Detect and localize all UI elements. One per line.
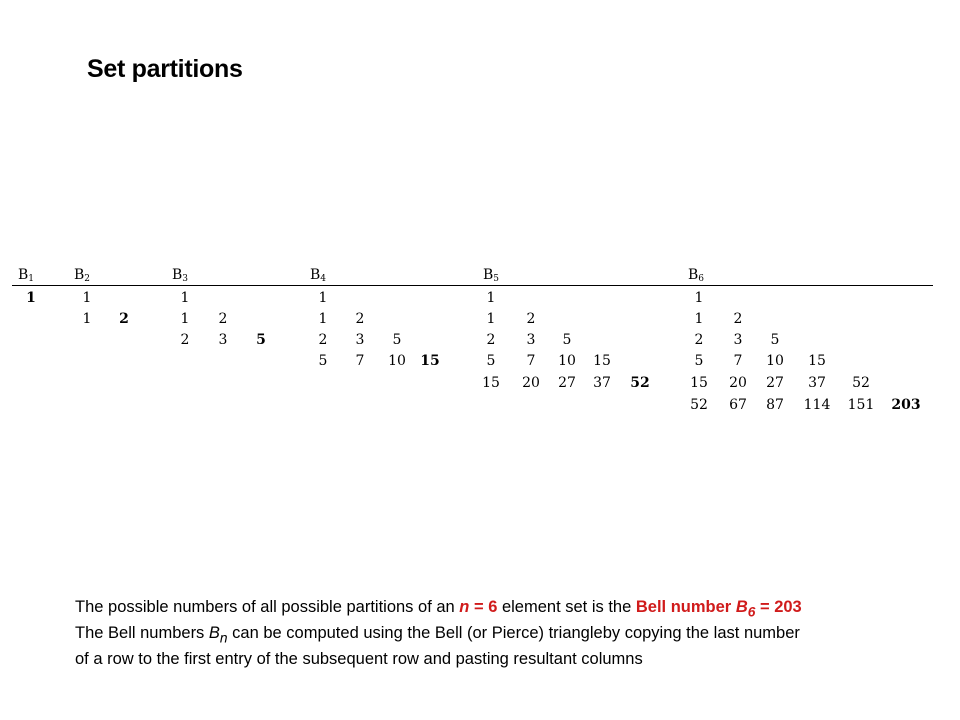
triangle-cell: 2: [733, 311, 743, 327]
bell-symbol: B: [735, 598, 748, 616]
triangle-cell: 1: [82, 290, 92, 306]
triangle-cell: 5: [562, 332, 572, 348]
triangle-cell: 2: [526, 311, 536, 327]
triangle-cell: 52: [690, 397, 708, 413]
triangle-cell: 10: [558, 353, 576, 369]
description-text: element set is the: [497, 598, 636, 616]
triangle-cell: 151: [847, 397, 875, 413]
column-header-b3: $B_3$: [172, 267, 189, 284]
triangle-cell: 7: [355, 353, 365, 369]
triangle-cell: 1: [180, 311, 190, 327]
n-value: = 6: [469, 598, 498, 616]
bell-number-cell: 203: [891, 397, 921, 413]
triangle-cell: 10: [388, 353, 406, 369]
triangle-cell: 20: [522, 375, 540, 391]
triangle-cell: 15: [593, 353, 611, 369]
triangle-cell: 1: [180, 290, 190, 306]
column-header-b5: $B_5$: [483, 267, 500, 284]
triangle-cell: 5: [694, 353, 704, 369]
triangle-cell: 52: [852, 375, 870, 391]
description-text: can be computed using the Bell (or Pierce) triangleby copying the last number: [227, 623, 800, 642]
triangle-cell: 87: [766, 397, 784, 413]
column-header-b4: $B_4$: [310, 267, 327, 284]
triangle-cell: 37: [593, 375, 611, 391]
triangle-cell: 2: [355, 311, 365, 327]
triangle-cell: 1: [318, 290, 328, 306]
bell-symbol: B: [208, 623, 220, 642]
description: [75, 597, 945, 670]
triangle-cell: 1: [82, 311, 92, 327]
triangle-cell: 1: [694, 311, 704, 327]
bell-number-cell: 5: [256, 332, 266, 348]
description-text: The Bell numbers: [75, 623, 209, 642]
bell-number-label: Bell number: [635, 598, 736, 616]
triangle-cell: 1: [318, 311, 328, 327]
page-title: Set partitions: [87, 55, 243, 83]
triangle-cell: 5: [318, 353, 328, 369]
triangle-cell: 5: [770, 332, 780, 348]
triangle-cell: 3: [218, 332, 228, 348]
triangle-cell: 3: [733, 332, 743, 348]
triangle-cell: 15: [808, 353, 826, 369]
column-header-b2: $B_2$: [74, 267, 91, 284]
triangle-cell: 2: [318, 332, 328, 348]
triangle-cell: 37: [808, 375, 826, 391]
triangle-cell: 27: [558, 375, 576, 391]
triangle-cell: 2: [694, 332, 704, 348]
bell-number-cell: 1: [26, 290, 36, 306]
triangle-cell: 2: [180, 332, 190, 348]
triangle-cell: 3: [355, 332, 365, 348]
triangle-cell: 27: [766, 375, 784, 391]
description-text: The possible numbers of all possible partitions of an: [75, 598, 460, 616]
triangle-cell: 5: [392, 332, 402, 348]
triangle-cell: 7: [526, 353, 536, 369]
triangle-cell: 10: [766, 353, 784, 369]
triangle-cell: 1: [486, 311, 496, 327]
triangle-cell: 3: [526, 332, 536, 348]
bell-number-cell: 52: [630, 375, 650, 391]
triangle-cell: 1: [486, 290, 496, 306]
column-header-b1: $B_1$: [18, 267, 35, 284]
triangle-cell: 20: [729, 375, 747, 391]
header-divider: [12, 285, 933, 286]
triangle-cell: 2: [486, 332, 496, 348]
bell-value: = 203: [755, 598, 802, 616]
bell-subscript: 6: [747, 604, 756, 620]
triangle-cell: 67: [729, 397, 747, 413]
triangle-cell: 1: [694, 290, 704, 306]
bell-number-cell: 2: [119, 311, 129, 327]
column-header-b6: $B_6$: [688, 267, 705, 284]
description-line-2: [75, 623, 945, 649]
triangle-cell: 5: [486, 353, 496, 369]
triangle-cell: 114: [803, 397, 831, 413]
description-line-1: [75, 597, 945, 623]
triangle-cell: 15: [690, 375, 708, 391]
description-line-3: of a row to the first entry of the subsequent row and pasting resultant columns: [75, 649, 643, 668]
n-variable: n: [459, 598, 470, 616]
triangle-cell: 2: [218, 311, 228, 327]
bell-number-cell: 15: [420, 353, 440, 369]
triangle-cell: 15: [482, 375, 500, 391]
triangle-cell: 7: [733, 353, 743, 369]
bell-subscript: n: [219, 630, 228, 646]
